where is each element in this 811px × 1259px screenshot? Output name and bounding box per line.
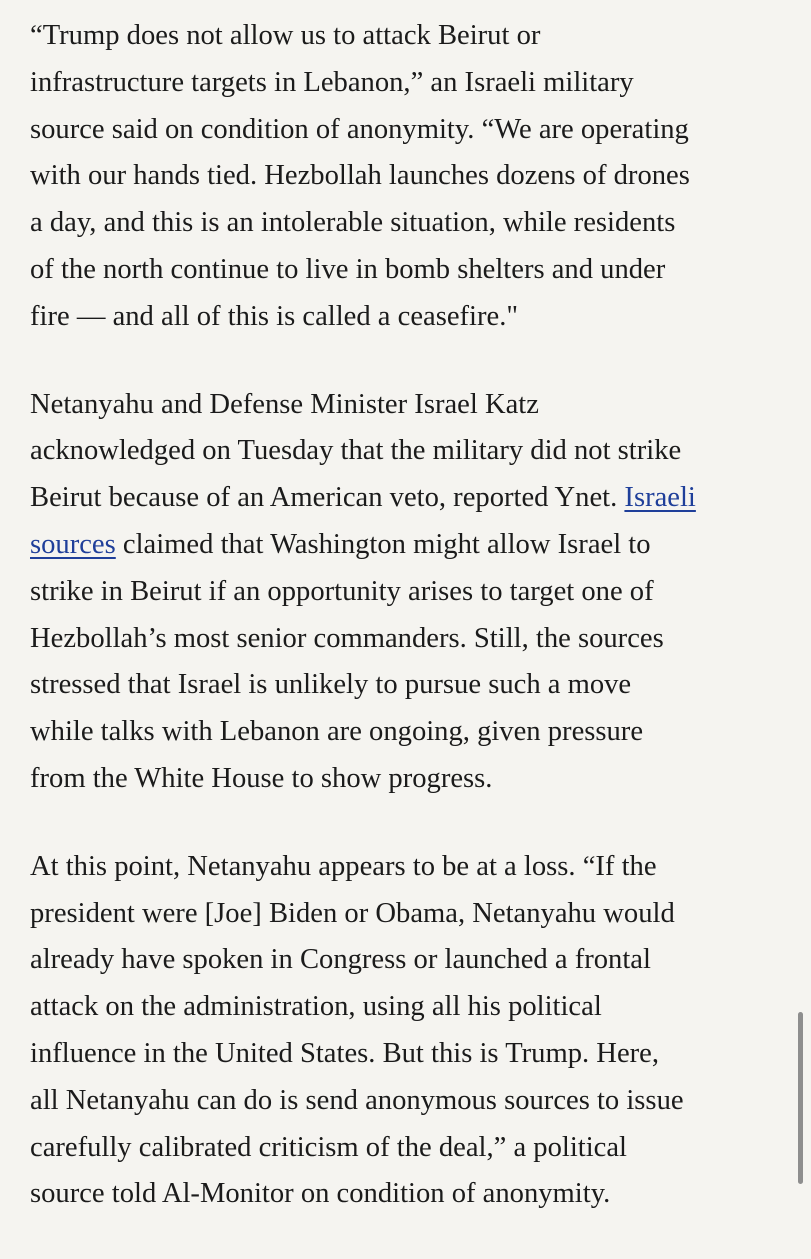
text-line: At this point, Netanyahu appears to be at a loss. “If the <box>30 850 657 882</box>
israeli-sources-link[interactable]: Israeli <box>624 482 696 514</box>
paragraph-quote-military-source <box>30 13 800 341</box>
israeli-sources-link-continued[interactable]: sources <box>30 528 116 560</box>
text-line: all Netanyahu can do is send anonymous sources to issue <box>30 1084 684 1116</box>
text-line: already have spoken in Congress or launched a frontal <box>30 944 651 976</box>
text-line: from the White House to show progress. <box>30 762 493 794</box>
paragraph-political-source <box>30 844 800 1218</box>
text-line: “Trump does not allow us to attack Beirut or <box>30 20 541 51</box>
article-body <box>30 13 800 1259</box>
text-line: acknowledged on Tuesday that the military did not strike <box>30 435 682 467</box>
text-line: with our hands tied. Hezbollah launches dozens of drones <box>30 160 690 192</box>
text-line: stressed that Israel is unlikely to pursue such a move <box>30 669 632 701</box>
text-line: president were [Joe] Biden or Obama, Netanyahu would <box>30 897 675 929</box>
text-line: fire — and all of this is called a ceasefire." <box>30 300 519 332</box>
text-line: influence in the United States. But this is Trump. Here, <box>30 1037 660 1069</box>
text-line: Netanyahu and Defense Minister Israel Katz <box>30 388 539 420</box>
text-line: Hezbollah’s most senior commanders. Still, the sources <box>30 622 664 654</box>
text-line: strike in Beirut if an opportunity arises to target one of <box>30 575 654 607</box>
text-segment: claimed that Washington might allow Israel to <box>115 528 651 560</box>
text-line <box>30 475 800 522</box>
text-line: infrastructure targets in Lebanon,” an Israeli military <box>30 66 634 98</box>
text-segment: Beirut because of an American veto, reported Ynet. <box>30 482 625 514</box>
text-line <box>30 522 800 569</box>
text-line: carefully calibrated criticism of the deal,” a political <box>30 1131 628 1163</box>
text-line: source said on condition of anonymity. “We are operating <box>30 113 689 145</box>
text-line: while talks with Lebanon are ongoing, given pressure <box>30 716 644 748</box>
text-line: of the north continue to live in bomb shelters and under <box>30 253 666 285</box>
vertical-scrollbar[interactable] <box>798 1012 803 1184</box>
text-line: attack on the administration, using all his political <box>30 991 602 1023</box>
text-line: source told Al-Monitor on condition of anonymity. <box>30 1178 611 1210</box>
paragraph-american-veto <box>30 382 800 803</box>
text-line: a day, and this is an intolerable situation, while residents <box>30 207 676 239</box>
